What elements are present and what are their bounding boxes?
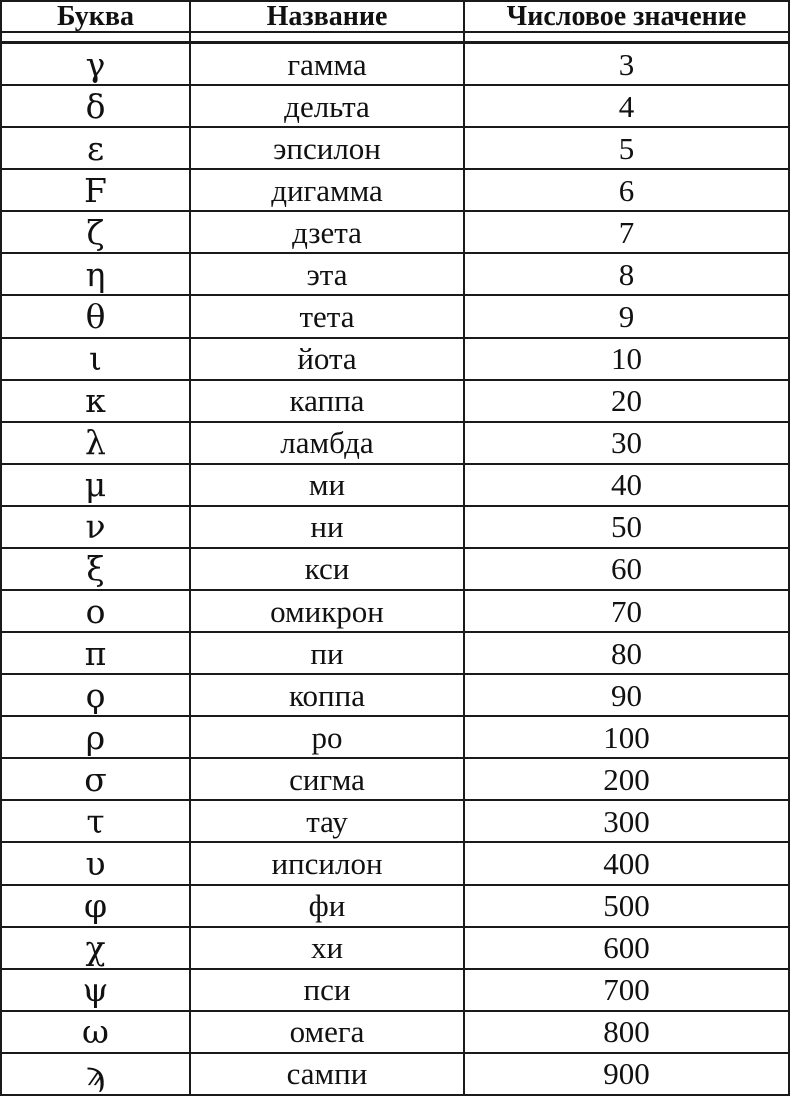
greek-letter: ω	[82, 1012, 109, 1052]
table-row	[2, 84, 788, 126]
greek-letter: μ	[84, 465, 107, 505]
greek-letter: κ	[85, 381, 106, 421]
greek-letter: ϡ	[85, 1054, 106, 1094]
greek-letter: ι	[89, 339, 102, 379]
numeric-value: 5	[463, 128, 788, 168]
greek-letter: φ	[83, 886, 108, 926]
letter-name: омикрон	[189, 591, 463, 631]
numeric-value: 50	[463, 507, 788, 547]
greek-letter: π	[84, 633, 107, 673]
numeric-value: 600	[463, 928, 788, 968]
greek-letter: σ	[84, 759, 107, 799]
letter-name: пси	[189, 970, 463, 1010]
greek-letter: τ	[86, 801, 105, 841]
table-header-row	[2, 2, 788, 33]
table-row	[2, 799, 788, 841]
greek-letter: ρ	[85, 717, 106, 757]
letter-name: коппа	[189, 675, 463, 715]
table-row	[2, 926, 788, 968]
letter-name: каппа	[189, 381, 463, 421]
table-row	[2, 126, 788, 168]
greek-letter: ν	[85, 507, 106, 547]
letter-name: хи	[189, 928, 463, 968]
letter-name: кси	[189, 549, 463, 589]
greek-letter: η	[85, 254, 106, 294]
table-row	[2, 631, 788, 673]
greek-letter: θ	[85, 297, 106, 336]
numeric-value: 6	[463, 170, 788, 210]
letter-name: дзета	[189, 212, 463, 252]
numeric-value: 3	[463, 44, 788, 84]
numeric-value: 8	[463, 254, 788, 294]
greek-letter: χ	[85, 928, 106, 968]
table-row	[2, 252, 788, 294]
greek-letter: δ	[85, 86, 106, 126]
numeric-value: 20	[463, 381, 788, 421]
numeric-value: 70	[463, 591, 788, 631]
numeric-value: 90	[463, 675, 788, 715]
header-body-separator	[2, 33, 788, 41]
letter-name: ро	[189, 717, 463, 757]
table-row	[2, 1010, 788, 1052]
letter-name: йота	[189, 339, 463, 379]
numeric-value: 100	[463, 717, 788, 757]
header-name: Название	[189, 2, 463, 31]
numeric-value: 300	[463, 801, 788, 841]
table-row	[2, 673, 788, 715]
table-row	[2, 168, 788, 210]
table-row	[2, 841, 788, 883]
letter-name: ипсилон	[189, 843, 463, 883]
table-row	[2, 421, 788, 463]
numeric-value: 60	[463, 549, 788, 589]
letter-name: пи	[189, 633, 463, 673]
separator-cell	[2, 33, 189, 41]
greek-letter: ξ	[86, 549, 105, 589]
greek-letter: Ϝ	[84, 170, 107, 210]
numeric-value: 400	[463, 843, 788, 883]
table-row	[2, 210, 788, 252]
separator-cell	[463, 33, 788, 41]
table-row	[2, 337, 788, 379]
table-row	[2, 547, 788, 589]
numeric-value: 900	[463, 1054, 788, 1094]
letter-name: сампи	[189, 1054, 463, 1094]
table-row	[2, 589, 788, 631]
table-row	[2, 44, 788, 84]
letter-name: тета	[189, 296, 463, 336]
numeric-value: 700	[463, 970, 788, 1010]
table-row	[2, 505, 788, 547]
numeric-value: 500	[463, 886, 788, 926]
letter-name: дигамма	[189, 170, 463, 210]
letter-name: ми	[189, 465, 463, 505]
greek-letter: υ	[85, 844, 106, 884]
header-letter: Буква	[56, 2, 135, 31]
letter-name: ламбда	[189, 423, 463, 463]
greek-letter: γ	[85, 44, 106, 84]
table-row	[2, 463, 788, 505]
numeric-value: 800	[463, 1012, 788, 1052]
letter-name: фи	[189, 886, 463, 926]
table-row	[2, 715, 788, 757]
letter-name: эпсилон	[189, 128, 463, 168]
greek-letter: ϙ	[85, 675, 106, 715]
numeric-value: 10	[463, 339, 788, 379]
letter-name: гамма	[189, 44, 463, 84]
letter-name: сигма	[189, 759, 463, 799]
letter-name: ни	[189, 507, 463, 547]
header-value: Числовое значение	[463, 2, 788, 31]
greek-letter: ψ	[82, 970, 109, 1010]
separator-cell	[189, 33, 463, 41]
numeric-value: 80	[463, 633, 788, 673]
table-row	[2, 884, 788, 926]
letter-name: омега	[189, 1012, 463, 1052]
table-row	[2, 294, 788, 336]
table-row	[2, 757, 788, 799]
numeric-value: 200	[463, 759, 788, 799]
table-row	[2, 968, 788, 1010]
greek-letter: ο	[85, 591, 106, 631]
table-body	[2, 41, 788, 1094]
greek-letter: ζ	[86, 212, 105, 252]
numeric-value: 40	[463, 465, 788, 505]
table-row	[2, 379, 788, 421]
greek-letter: ε	[86, 128, 105, 168]
greek-letter: λ	[85, 423, 106, 463]
letter-name: эта	[189, 254, 463, 294]
table-row	[2, 1052, 788, 1094]
numeric-value: 30	[463, 423, 788, 463]
letter-name: тау	[189, 801, 463, 841]
numeric-value: 4	[463, 86, 788, 126]
letter-name: дельта	[189, 86, 463, 126]
numeric-value: 9	[463, 296, 788, 336]
numeric-value: 7	[463, 212, 788, 252]
